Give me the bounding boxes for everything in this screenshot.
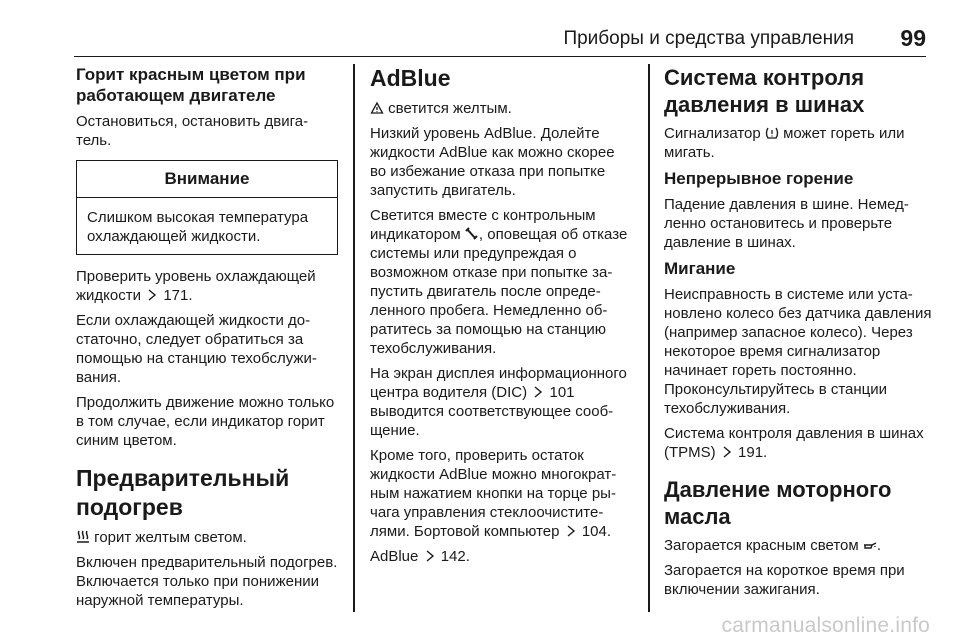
page-reference[interactable]: 104.: [581, 523, 612, 540]
paragraph: Продолжить движение можно только в том случае, если индикатор горит синим цветом.: [76, 394, 335, 449]
section-heading: AdBlue: [370, 65, 451, 91]
warning-title: Внимание: [77, 161, 337, 198]
column-right: [664, 64, 932, 605]
paragraph: Неисправность в системе или установлено колесо без датчика давления (например запасное колесо). Через некоторое время сигнализатор начинает гореть постоянно. Проконсультируйтесь в станции техобслуживания.: [664, 286, 932, 417]
oil-pressure-icon: [863, 538, 877, 552]
paragraph: горит желтым светом.: [76, 528, 338, 547]
paragraph: Низкий уровень AdBlue. Долейте жидкости AdBlue как можно скорее во избежание отказа при попытке запустить двигатель.: [370, 125, 615, 199]
page-reference-arrow-icon: [531, 385, 545, 399]
column-divider: [353, 64, 355, 612]
tire-pressure-icon: [765, 126, 779, 140]
paragraph: На экран дисплея информационного центра водителя (DIC) 101 выводится соответствующее сообщение.: [370, 365, 627, 439]
column-divider: [648, 64, 650, 612]
paragraph: Падение давления в шине. Немедленно остановитесь и проверьте давление в шинах.: [664, 196, 909, 251]
page-reference[interactable]: 142.: [440, 548, 470, 565]
page-title: Приборы и средства управления: [563, 28, 854, 49]
subheading: Мигание: [664, 259, 736, 278]
paragraph: Загорается на короткое время при включении зажигания.: [664, 562, 905, 598]
page-header: [74, 24, 926, 57]
page-reference[interactable]: 101: [549, 384, 575, 401]
page-reference-arrow-icon: [145, 288, 159, 302]
paragraph: Сигнализатор может гореть или мигать.: [664, 125, 905, 161]
page-reference-arrow-icon: [564, 524, 578, 538]
service-wrench-icon: [465, 227, 479, 241]
page-number: 99: [900, 25, 926, 51]
adblue-warning-icon: [370, 101, 384, 115]
page-reference-arrow-icon: [423, 549, 437, 563]
paragraph: Проверить уровень охлаждающей жидкости 171.: [76, 268, 316, 304]
paragraph: Включен предварительный подогрев. Включается только при понижении наружной температуры.: [76, 554, 338, 609]
paragraph: Светится вместе с контрольным индикатором , оповещая об отказе системы или предупреждая о возможном отказе при попытке запустить двигатель после определенного пробега. Немедленно обратитесь за помощью на станцию техобслуживания.: [370, 207, 628, 357]
paragraph: Загорается красным светом .: [664, 537, 882, 554]
column-middle: [370, 64, 634, 572]
glow-plug-icon: [76, 530, 90, 544]
paragraph: Если охлаждающей жидкости достаточно, следует обратиться за помощью на станцию техобслуживания.: [76, 312, 317, 386]
section-heading: Предварительный подогрев: [76, 465, 290, 520]
page-reference-arrow-icon: [720, 445, 734, 459]
section-heading: Давление моторного масла: [664, 477, 892, 529]
warning-box: [76, 160, 338, 255]
warning-text: Слишком высокая температура охлаждающей жидкости.: [87, 209, 309, 245]
paragraph: Система контроля давления в шинах (TPMS) 191.: [664, 425, 924, 461]
paragraph: Остановиться, остановить двигатель.: [76, 113, 309, 149]
page-reference[interactable]: 171.: [163, 287, 193, 304]
paragraph: Кроме того, проверить остаток жидкости AdBlue можно многократным нажатием кнопки на торце рычага управления стеклоочистителями. Бортовой компьютер 104.: [370, 447, 617, 540]
column-left: [76, 64, 338, 616]
section-heading: Горит красным цветом при работающем двигателе: [76, 65, 306, 105]
page-reference[interactable]: 191.: [738, 444, 768, 461]
paragraph: AdBlue 142.: [370, 548, 470, 565]
watermark: carmanualsonline.info: [721, 614, 930, 637]
section-heading: Система контроля давления в шинах: [664, 65, 865, 117]
subheading: Непрерывное горение: [664, 169, 854, 188]
paragraph: светится желтым.: [370, 99, 634, 118]
